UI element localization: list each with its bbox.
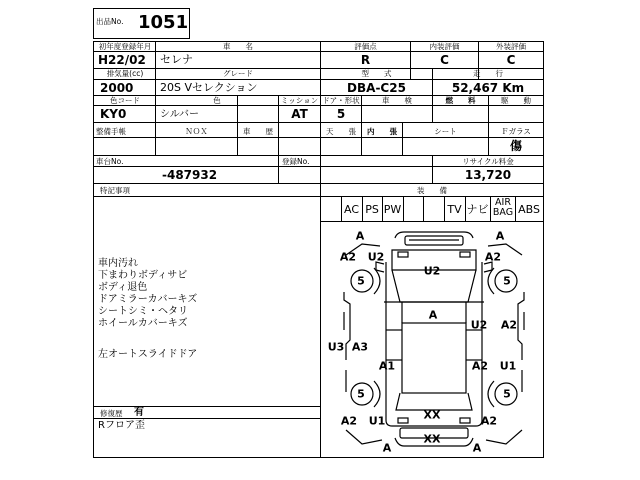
mileage-label: 走 行: [473, 69, 503, 78]
remark-line: 車内汚れ: [98, 258, 138, 269]
model-code-value: DBA-C25: [347, 81, 406, 95]
maintenance-book-label: 整備手帳: [96, 127, 126, 136]
equip-pw: PW: [383, 203, 402, 216]
damage-mark: A: [355, 229, 365, 243]
equip-navi: ナビ: [466, 203, 489, 216]
damage-mark: 5: [503, 387, 511, 401]
damage-mark: A3: [351, 340, 369, 354]
damage-mark: 5: [357, 274, 365, 288]
equipment-label: 装 備: [417, 186, 447, 195]
repair-note: Rフロア歪: [98, 420, 145, 431]
damage-mark: A: [495, 229, 505, 243]
exterior-score-label: 外装評価: [496, 42, 526, 51]
damage-mark: A1: [378, 359, 396, 373]
damage-mark: 5: [503, 274, 511, 288]
car-name-value: セレナ: [160, 53, 193, 66]
interior-score-value: C: [440, 53, 449, 67]
mission-value: AT: [291, 107, 308, 121]
grade-label: グレード: [223, 69, 253, 78]
damage-mark: U1: [499, 359, 517, 373]
damage-mark: U3: [327, 340, 345, 354]
damage-mark: U2: [423, 264, 441, 278]
remark-line: ドアミラーカバーキズ: [98, 294, 198, 305]
windshield-value: 傷: [509, 139, 522, 153]
drive-label: 駆 動: [501, 96, 531, 105]
interior-score-label: 内装評価: [429, 42, 460, 51]
headliner-label: 天 張: [326, 127, 356, 136]
score-label: 評価点: [354, 42, 377, 51]
nox-label: ＮＯＸ: [185, 127, 208, 136]
color-code-value: KY0: [100, 107, 127, 121]
damage-mark: A2: [340, 414, 358, 428]
color-label: 色: [213, 96, 221, 105]
damage-mark: U2: [470, 318, 488, 332]
remark-line: ホイールカバーキズ: [98, 318, 188, 329]
damage-mark: A2: [339, 250, 357, 264]
remark-line: 下まわりボディサビ: [98, 270, 188, 281]
chassis-no-value: -487932: [162, 168, 218, 182]
damage-mark: A: [382, 441, 392, 455]
fuel-label: 燃 料: [445, 96, 476, 105]
model-code-label: 型 式: [361, 69, 392, 78]
equip-ps: PS: [365, 203, 379, 216]
recycle-fee-label: リサイクル料金: [462, 157, 514, 166]
damage-mark: XX: [423, 408, 441, 422]
repair-history-value: 有: [134, 407, 144, 418]
equip-tv: TV: [447, 203, 462, 216]
equip-ac: AC: [343, 203, 359, 216]
displacement-value: 2000: [100, 81, 134, 95]
remark-line: シートシミ・ヘタリ: [98, 306, 188, 317]
color-code-label: 色コード: [110, 96, 140, 105]
damage-mark: U2: [367, 250, 385, 264]
lot-label: 出品No.: [96, 17, 124, 26]
doors-value: 5: [336, 107, 346, 121]
reg-date-label: 初年度登録年月: [98, 42, 152, 51]
remark-line: ボディ退色: [98, 282, 148, 293]
remark-extra: 左オートスライドドア: [98, 349, 198, 360]
equip-airbag: AIR BAG: [492, 197, 514, 218]
color-value: シルバー: [160, 109, 200, 120]
repair-history-label: 修復歴: [100, 409, 123, 418]
damage-mark: 5: [357, 387, 365, 401]
damage-mark: XX: [423, 432, 441, 446]
damage-mark: A2: [500, 318, 518, 332]
lot-number: 1051: [138, 12, 189, 33]
grade-value: 20S Vセレクション: [160, 81, 258, 94]
score-value: R: [360, 53, 371, 67]
damage-mark: A: [472, 441, 482, 455]
registration-no-label: 登録No.: [282, 157, 310, 166]
car-name-label: 車 名: [223, 42, 253, 51]
mission-label: ミッション: [280, 96, 319, 105]
damage-mark: A2: [471, 359, 489, 373]
windshield-label: Ｆガラス: [501, 127, 531, 136]
remarks-label: 特記事項: [100, 186, 130, 195]
equip-abs: ABS: [518, 203, 540, 216]
mileage-value: 52,467 Km: [451, 81, 525, 95]
damage-mark: A: [428, 308, 438, 322]
chassis-no-label: 車台No.: [96, 157, 124, 166]
damage-mark: A2: [484, 250, 502, 264]
reg-date-value: H22/02: [98, 53, 146, 67]
recycle-fee-value: 13,720: [464, 168, 512, 182]
inspection-label: 車 検: [382, 96, 412, 105]
history-label: 車 歴: [243, 127, 273, 136]
exterior-score-value: C: [506, 53, 516, 67]
interior-trim-label: 内 張: [367, 127, 397, 136]
damage-mark: A2: [480, 414, 498, 428]
seat-label: シート: [434, 127, 457, 136]
damage-mark: U1: [368, 414, 386, 428]
displacement-label: 排気量(cc): [106, 69, 144, 78]
doors-label: ドア・形状: [322, 96, 360, 105]
